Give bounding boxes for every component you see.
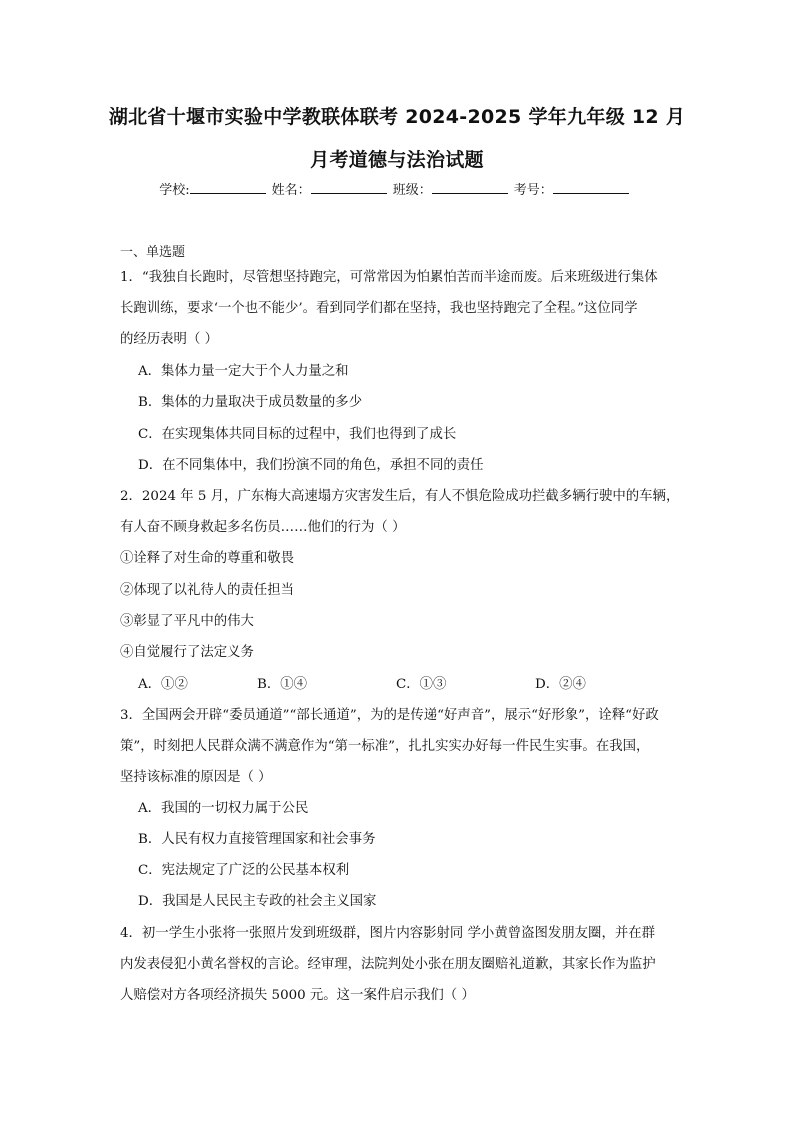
question-3-line-3: 坚持该标准的原因是（ ） xyxy=(120,770,272,785)
question-1-line-1: 1．“我独自长跑时，尽管想坚持跑完，可常常因为怕累怕苦而半途而废。后来班级进行集体 xyxy=(120,270,658,285)
student-info-row xyxy=(0,181,794,200)
question-3-option-b: B．人民有权力直接管理国家和社会事务 xyxy=(138,832,376,847)
name-blank xyxy=(311,181,387,194)
class-field xyxy=(393,181,514,200)
exam-no-blank xyxy=(553,181,629,194)
question-1-line-2: 长跑训练，要求‘一个也不能少’。看到同学们都在坚持，我也坚持跑完了全程。”这位同学 xyxy=(120,301,638,316)
question-2-statement-3: ③彰显了平凡中的伟大 xyxy=(120,614,254,629)
school-blank xyxy=(190,181,266,194)
exam-title-line-1: 湖北省十堰市实验中学教联体联考 2024-2025 学年九年级 12 月 xyxy=(108,106,686,128)
exam-no-field xyxy=(514,181,635,200)
question-3-option-c: C．宪法规定了广泛的公民基本权利 xyxy=(138,863,350,878)
question-2-option-d: D．②④ xyxy=(535,677,586,692)
question-2-statement-1: ①诠释了对生命的尊重和敬畏 xyxy=(120,551,295,566)
question-2-statement-2: ②体现了以礼待人的责任担当 xyxy=(120,583,295,598)
question-4-line-1: 4．初一学生小张将一张照片发到班级群，图片内容影射同 学小黄曾盗图发朋友圈，并在群 xyxy=(120,926,656,941)
class-label: 班级： xyxy=(392,183,432,198)
school-label: 学校: xyxy=(159,183,190,198)
question-3-line-1: 3．全国两会开辟“委员通道”“部长通道”，为的是传递“好声音”，展示“好形象”，诠释“好政 xyxy=(120,708,659,723)
question-1-option-b: B．集体的力量取决于成员数量的多少 xyxy=(138,395,363,410)
question-1-line-3: 的经历表明（ ） xyxy=(120,332,218,347)
question-1-option-d: D．在不同集体中，我们扮演不同的角色，承担不同的责任 xyxy=(138,458,484,473)
question-4-line-3: 人赔偿对方各项经济损失 5000 元。这一案件启示我们（ ） xyxy=(120,988,475,1003)
name-label: 姓名： xyxy=(271,183,311,198)
question-2-statement-4: ④自觉履行了法定义务 xyxy=(120,645,254,660)
class-blank xyxy=(432,181,508,194)
question-2-option-a: A．①② xyxy=(138,677,188,692)
question-2-option-b: B．①④ xyxy=(257,677,308,692)
section-title: 一、单选题 xyxy=(120,245,186,260)
question-3-line-2: 策”，时刻把人民群众满不满意作为“第一标准”，扎扎实实办好每一件民生实事。在我国， xyxy=(120,739,650,754)
name-field xyxy=(272,181,393,200)
exam-no-label: 考号： xyxy=(513,183,553,198)
school-field xyxy=(159,181,271,200)
question-2-line-2: 有人奋不顾身救起多名伤员……他们的行为（ ） xyxy=(120,520,406,535)
exam-title-line-2: 月考道德与法治试题 xyxy=(310,149,484,171)
question-3-option-a: A．我国的一切权力属于公民 xyxy=(138,801,309,816)
question-1-option-a: A．集体力量一定大于个人力量之和 xyxy=(138,364,349,379)
question-2-option-c: C．①③ xyxy=(396,677,447,692)
question-3-option-d: D．我国是人民民主专政的社会主义国家 xyxy=(138,894,377,909)
question-1-option-c: C．在实现集体共同目标的过程中，我们也得到了成长 xyxy=(138,427,457,442)
question-4-line-2: 内发表侵犯小黄名誉权的言论。经审理，法院判处小张在朋友圈赔礼道歉，其家长作为监护 xyxy=(120,957,656,972)
question-2-line-1: 2．2024 年 5 月，广东梅大高速塌方灾害发生后，有人不惧危险成功拦截多辆行驶中的车辆， xyxy=(120,489,680,504)
